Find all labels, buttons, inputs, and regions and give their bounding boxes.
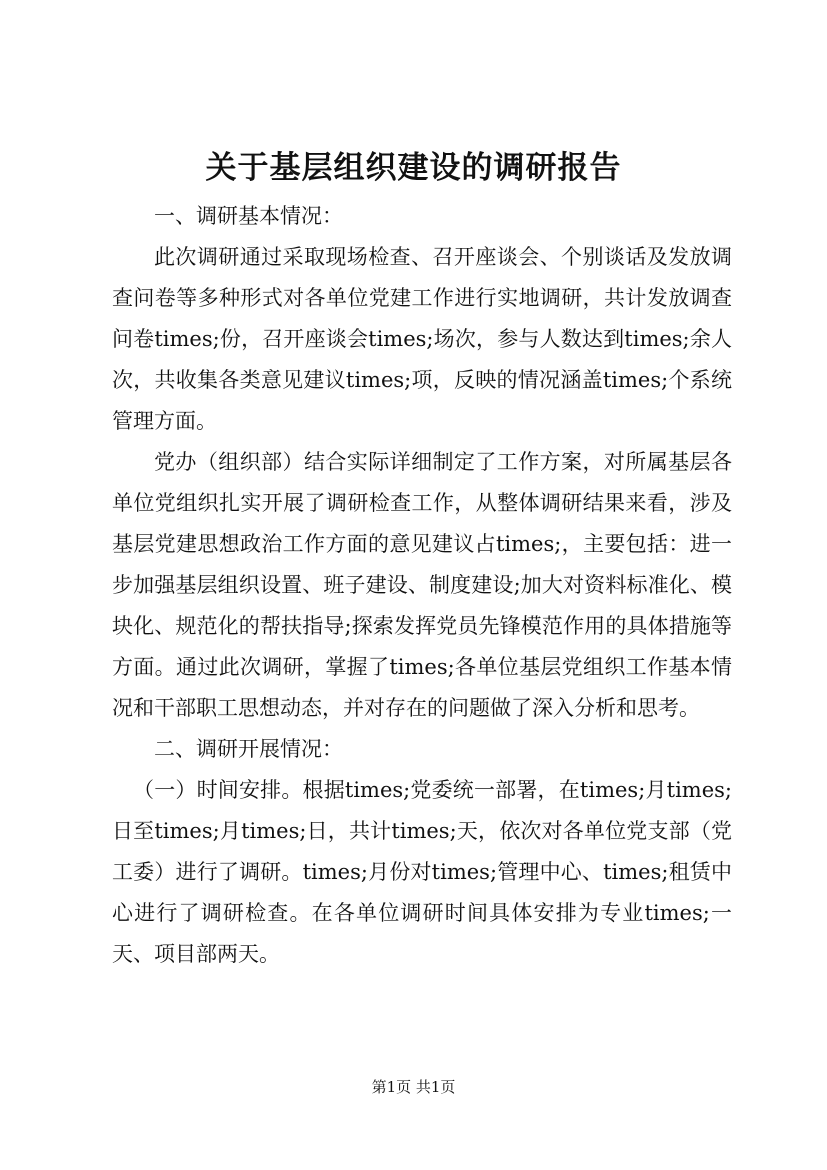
paragraph-2: 党办（组织部）结合实际详细制定了工作方案，对所属基层各单位党组织扎实开展了调研检查工作，从整体调研结果来看，涉及基层党建思想政治工作方面的意见建议占times;，主要包括：进一步加强基层组织设置、班子建设、制度建设;加大对资料标准化、模块化、规范化的帮扶指导;探索发挥党员先锋模范作用的具体措施等方面。通过此次调研，掌握了times;各单位基层党组织工作基本情况和干部职工思想动态，并对存在的问题做了深入分析和思考。: [112, 450, 732, 720]
document-body: [112, 196, 732, 975]
section-heading-2: 二、调研开展情况：: [154, 737, 343, 761]
document-title: 关于基层组织建设的调研报告: [205, 150, 622, 186]
page-footer: 第1页 共1页: [371, 1078, 456, 1096]
paragraph-3: （一）时间安排。根据times;党委统一部署，在times;月times;日至times;月times;日，共计times;天，依次对各单位党支部（党工委）进行了调研。times;月份对times;管理中心、times;租赁中心进行了调研检查。在各单位调研时间具体安排为专业times;一天、项目部两天。: [112, 778, 732, 966]
section-heading-1: 一、调研基本情况：: [154, 204, 343, 228]
paragraph-1: 此次调研通过采取现场检查、召开座谈会、个别谈话及发放调查问卷等多种形式对各单位党建工作进行实地调研，共计发放调查问卷times;份，召开座谈会times;场次，参与人数达到times;余人次，共收集各类意见建议times;项，反映的情况涵盖times;个系统管理方面。: [112, 245, 732, 433]
